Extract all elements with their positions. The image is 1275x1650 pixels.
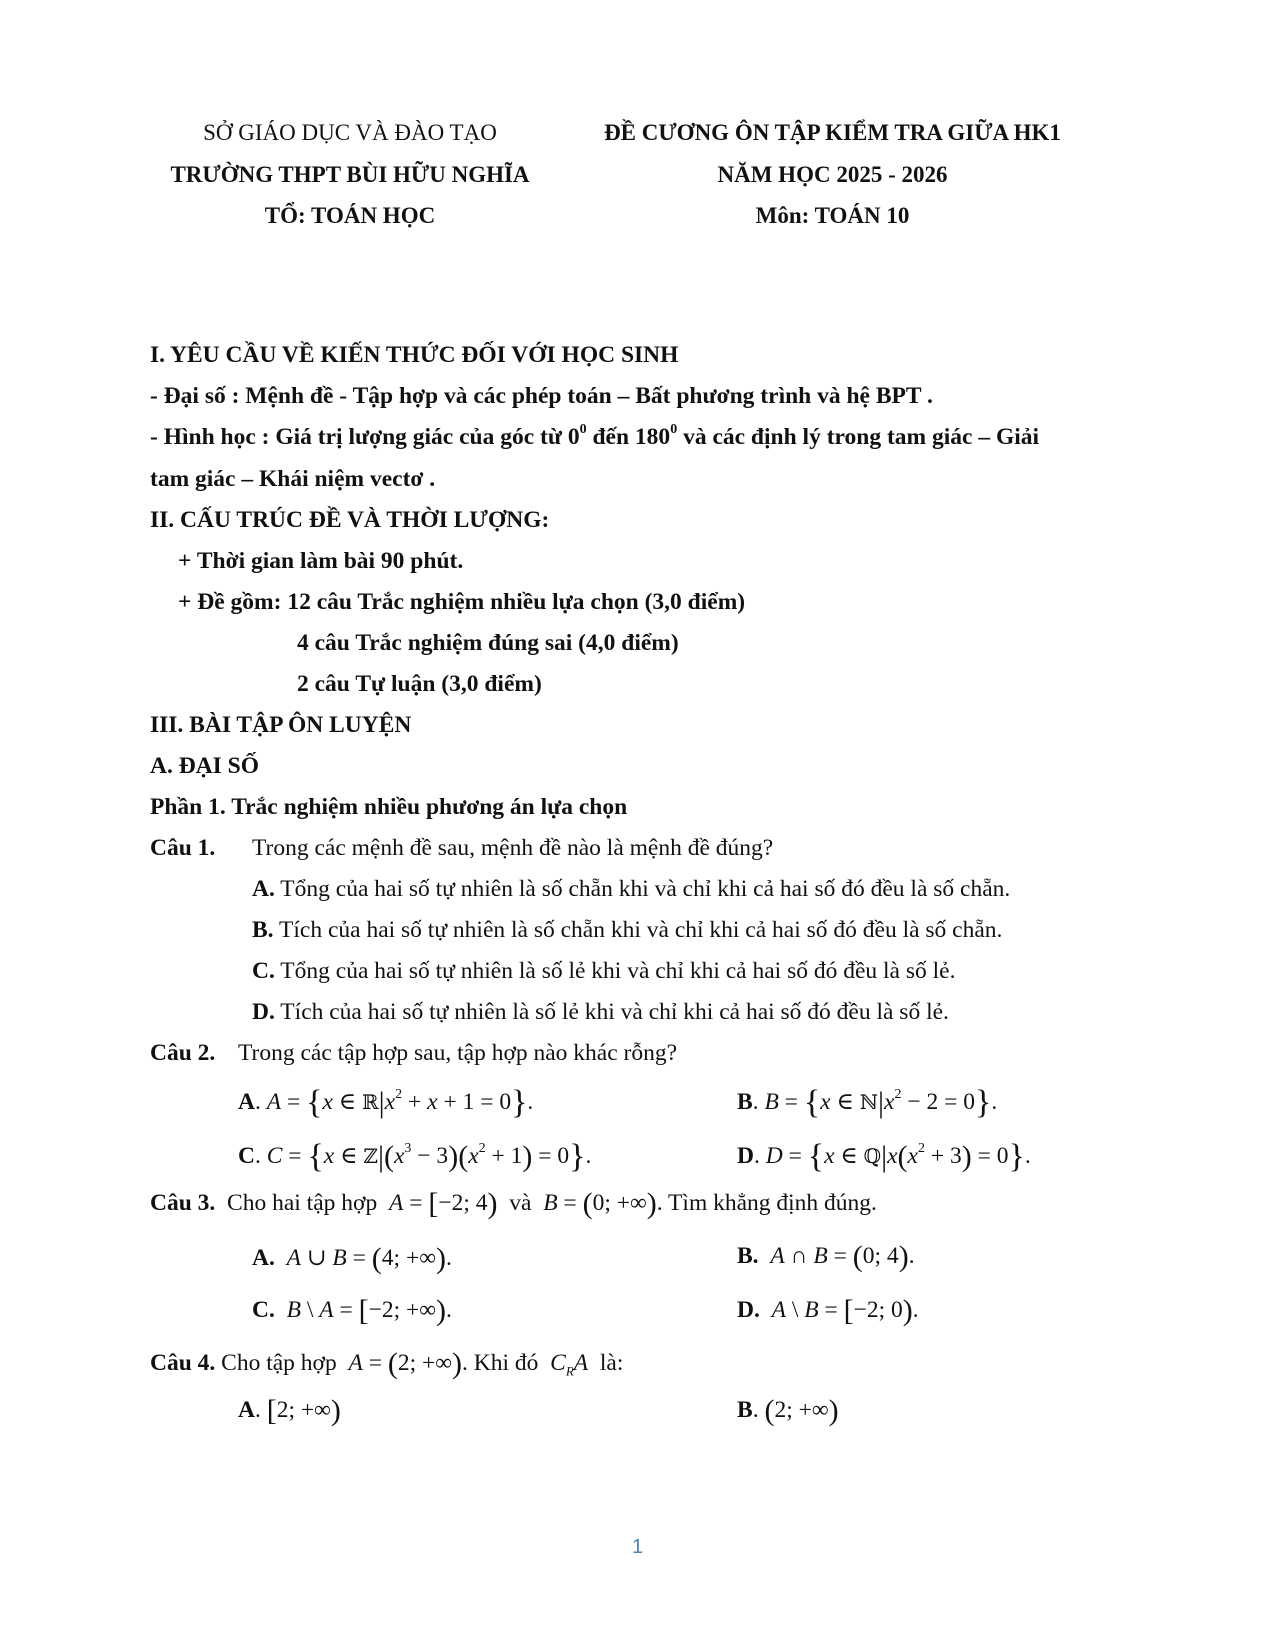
- q1-option-a-key: A.: [252, 876, 275, 902]
- q1-option-c-text: Tổng của hai số tự nhiên là số lẻ khi và chỉ khi cả hai số đó đều là số lẻ.: [274, 958, 956, 984]
- section3-title: III. BÀI TẬP ÔN LUYỆN: [150, 712, 412, 738]
- q2-option-a-key: A: [238, 1089, 255, 1115]
- q4-option-b: B. (2; +∞): [737, 1394, 839, 1427]
- section2-title: II. CẤU TRÚC ĐỀ VÀ THỜI LƯỢNG:: [150, 507, 550, 533]
- q3-label: Câu 3.: [150, 1190, 216, 1216]
- section2-essay: 2 câu Tự luận (3,0 điểm): [297, 671, 542, 697]
- q1-option-d: [252, 999, 949, 1026]
- q2-option-c-key: C: [238, 1143, 255, 1169]
- q4-stem: Câu 4. Cho tập hợp A = (2; +∞). Khi đó $C_RA$ là:: [150, 1347, 624, 1380]
- q2-label: Câu 2.: [150, 1040, 216, 1066]
- q2-option-b: B. B = {x ∈ $ℕ|x^2 - 2 = 0$}.: [737, 1084, 998, 1121]
- q3-text-a: Cho hai tập hợp: [227, 1190, 378, 1216]
- q1-option-b-key: B.: [252, 917, 274, 943]
- header-dept: SỞ GIÁO DỤC VÀ ĐÀO TẠO: [203, 120, 497, 145]
- section3-part1: Phần 1. Trắc nghiệm nhiều phương án lựa chọn: [150, 794, 628, 820]
- q1-option-d-text: Tích của hai số tự nhiên là số lẻ khi và chỉ khi cả hai số đó đều là số lẻ.: [274, 999, 949, 1025]
- q4-option-a: A. [2; +∞): [238, 1394, 341, 1427]
- section2-time: + Thời gian làm bài 90 phút.: [178, 548, 464, 574]
- q3-option-d: D. A \ B = [−2; 0).: [737, 1294, 919, 1327]
- q2-option-b-key: B: [737, 1089, 753, 1115]
- degree-2: 0: [670, 422, 678, 438]
- geometry-text-c: và các định lý trong tam giác – Giải: [677, 424, 1040, 450]
- section1-geometry: [150, 424, 1039, 451]
- q1-option-b-text: Tích của hai số tự nhiên là số chẵn khi và chỉ khi cả hai số đó đều là số chẵn.: [273, 917, 1003, 943]
- q1-option-a-text: Tổng của hai số tự nhiên là số chẵn khi và chỉ khi cả hai số đó đều là số chẵn.: [274, 876, 1011, 902]
- q3-option-a: A. A ∪ B = (4; +∞).: [252, 1242, 452, 1275]
- geometry-text-a: - Hình học : Giá trị lượng giác của góc từ 0: [150, 424, 580, 450]
- q4-label: Câu 4.: [150, 1350, 216, 1376]
- q1-option-b: [252, 917, 1002, 944]
- q1-option-a: [252, 876, 1010, 903]
- q4-option-b-key: B: [737, 1397, 753, 1423]
- q1-text: Trong các mệnh đề sau, mệnh đề nào là mệnh đề đúng?: [252, 835, 774, 861]
- section2-tf: 4 câu Trắc nghiệm đúng sai (4,0 điểm): [297, 630, 679, 656]
- q3-option-a-key: A.: [252, 1245, 275, 1271]
- q1-option-c: [252, 958, 955, 985]
- q3-option-b-key: B.: [737, 1243, 759, 1269]
- q4-text-a: Cho tập hợp: [221, 1350, 337, 1376]
- section3-sub-a: A. ĐẠI SỐ: [150, 753, 260, 779]
- header-group: TỔ: TOÁN HỌC: [264, 203, 436, 228]
- q2-option-d-key: D: [737, 1143, 754, 1169]
- page-number: 1: [631, 1536, 644, 1558]
- q1-option-c-key: C.: [252, 958, 275, 984]
- q3-option-c: C. B \ A = [−2; +∞).: [252, 1294, 452, 1327]
- q3-text-c: . Tìm khẳng định đúng.: [656, 1190, 877, 1216]
- q2-option-d: D. D = {x ∈ $ℚ|x(x^2 + 3) = 0$}.: [737, 1138, 1031, 1175]
- degree-1: 0: [579, 422, 587, 438]
- q3-stem: Câu 3. Cho hai tập hợp A = [−2; 4) và B = (0; +∞). Tìm khẳng định đúng.: [150, 1187, 877, 1220]
- q2-text: Trong các tập hợp sau, tập hợp nào khác rỗng?: [238, 1040, 678, 1066]
- q3-option-b: B. A ∩ B = (0; 4).: [737, 1240, 915, 1273]
- section1-title: I. YÊU CẦU VỀ KIẾN THỨC ĐỐI VỚI HỌC SINH: [150, 342, 679, 368]
- header-year: NĂM HỌC 2025 - 2026: [717, 162, 948, 187]
- geometry-text-b: đến 180: [586, 424, 671, 450]
- q3-text-b: và: [509, 1190, 532, 1216]
- q4-option-a-key: A: [238, 1397, 255, 1423]
- q4-text-b: . Khi đó: [462, 1350, 539, 1376]
- q3-option-c-key: C.: [252, 1297, 275, 1323]
- q3-option-d-key: D.: [737, 1297, 760, 1323]
- q4-text-c: là:: [599, 1350, 624, 1376]
- q1-option-d-key: D.: [252, 999, 275, 1025]
- header-subject: Môn: TOÁN 10: [755, 203, 910, 228]
- q1-label: Câu 1.: [150, 835, 216, 861]
- section1-geometry-2: tam giác – Khái niệm vectơ .: [150, 466, 436, 492]
- header-school: TRƯỜNG THPT BÙI HỮU NGHĨA: [170, 162, 530, 187]
- q2-option-a: A. A = {x ∈ $ℝ|x^2 + x + 1 = 0$}.: [238, 1084, 534, 1121]
- header-title: ĐỀ CƯƠNG ÔN TẬP KIỂM TRA GIỮA HK1: [604, 120, 1061, 145]
- q2-option-c: C. C = {x ∈ $ℤ|(x^3 - 3)(x^2 + 1) = 0$}.: [238, 1138, 592, 1175]
- section2-structure: + Đề gồm: 12 câu Trắc nghiệm nhiều lựa chọn (3,0 điểm): [178, 589, 746, 615]
- section1-algebra: - Đại số : Mệnh đề - Tập hợp và các phép toán – Bất phương trình và hệ BPT .: [150, 383, 933, 409]
